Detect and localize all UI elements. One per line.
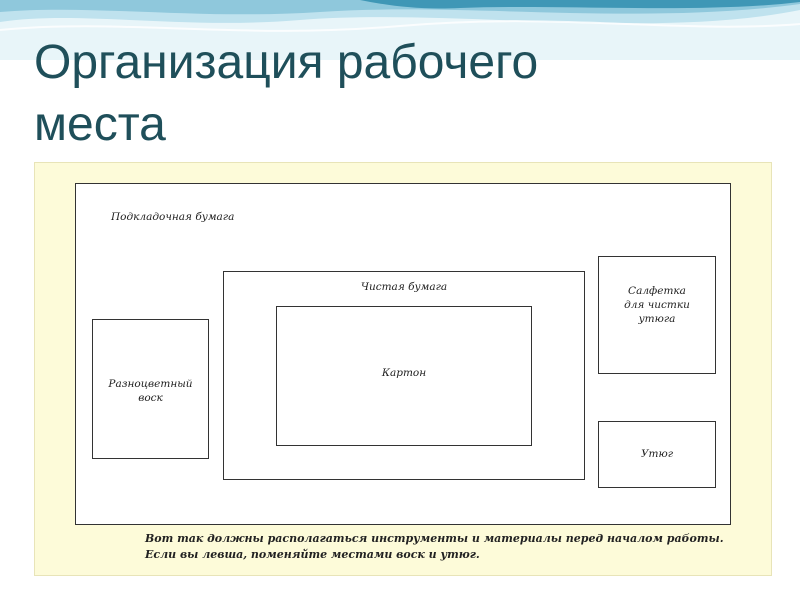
- clean-paper-label: Чистая бумага: [360, 281, 448, 293]
- underlay-paper-label: Подкладочная бумага: [111, 211, 235, 223]
- diagram-caption: [145, 531, 724, 563]
- title-line-2: места: [34, 98, 166, 151]
- title-line-1: Организация рабочего: [34, 36, 539, 89]
- napkin-label-line-1: Салфетка: [628, 285, 686, 297]
- caption-line-2: Если вы левша, поменяйте местами воск и утюг.: [145, 548, 480, 561]
- napkin-label-line-3: утюга: [638, 313, 676, 325]
- napkin-label: [598, 284, 716, 326]
- cardboard-label: Картон: [381, 367, 427, 379]
- slide-title: [34, 32, 734, 156]
- caption-line-1: Вот так должны располагаться инструменты и материалы перед началом работы.: [145, 532, 724, 545]
- napkin-label-line-2: для чистки: [624, 299, 690, 311]
- wax-label: [92, 377, 209, 405]
- workspace-diagram: [34, 162, 772, 576]
- iron-label: Утюг: [640, 448, 674, 460]
- wax-label-line-2: воск: [138, 392, 163, 404]
- wax-label-line-1: Разноцветный: [108, 378, 193, 390]
